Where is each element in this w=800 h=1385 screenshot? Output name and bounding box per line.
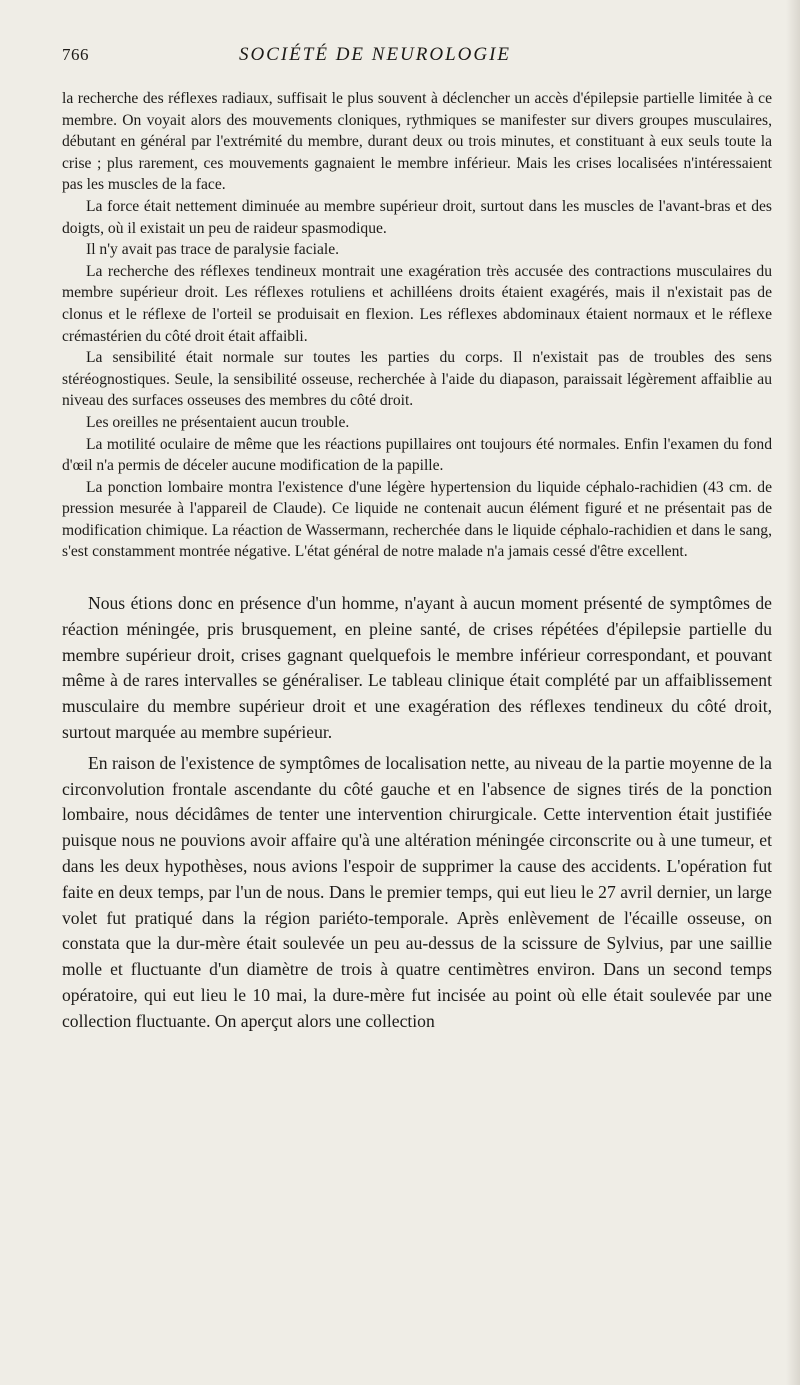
paragraph: La sensibilité était normale sur toutes les parties du corps. Il n'existait pas de troubles des sens stéréognostiques. Seule, la sensibilité osseuse, recherchée à l'aide du diapason, paraissait légèrement affaiblie au niveau des surfaces osseuses des membres du côté droit. — [62, 349, 772, 410]
discussion-text — [62, 591, 772, 1035]
page-number: 766 — [62, 45, 89, 64]
section-gap — [62, 563, 772, 591]
paragraph: Il n'y avait pas trace de paralysie faciale. — [86, 241, 340, 259]
paragraph: Les oreilles ne présentaient aucun trouble. — [86, 413, 350, 431]
paragraph: la recherche des réflexes radiaux, suffisait le plus souvent à déclencher un accès d'épilepsie partielle limitée à ce membre. On voyait alors des mouvements cloniques, rythmiques se manifester sur divers groupes musculaires, débutant en général par l'extrémité du membre, durant deux ou trois minutes, et constituant à eux seuls toute la crise ; plus rarement, ces mouvements gagnaient le membre inférieur. Mais les crises localisées n'intéressaient pas les muscles de la face. — [62, 90, 772, 194]
page-edge-shadow — [786, 0, 800, 1385]
paragraph: La motilité oculaire de même que les réactions pupillaires ont toujours été normales. Enfin l'examen du fond d'œil n'a permis de déceler aucune modification de la papille. — [62, 435, 772, 475]
paragraph: La recherche des réflexes tendineux montrait une exagération très accusée des contractions musculaires du membre supérieur droit. Les réflexes rotuliens et achilléens droits étaient exagérés, mais il n'existait pas de clonus et le réflexe de l'orteil se produisait en flexion. Les réflexes abdominaux étaient normaux et le réflexe crémastérien du côté droit était affaibli. — [62, 262, 772, 345]
case-observation-text — [62, 88, 772, 563]
running-head: SOCIÉTÉ DE NEUROLOGIE — [238, 44, 512, 65]
paragraph: En raison de l'existence de symptômes de localisation nette, au niveau de la partie moyenne de la circonvolution frontale ascendante du côté gauche et en l'absence de signes tirés de la ponction lombaire, nous décidâmes de tenter une intervention chirurgicale. Cette intervention était justifiée puisque nous ne pouvions avoir affaire qu'à une altération méningée circonscrite ou à une tumeur, et dans les deux hypothèses, nous avions l'espoir de supprimer la cause des accidents. L'opération fut faite en deux temps, par l'un de nous. Dans le premier temps, qui eut lieu le 27 avril dernier, un large volet fut pratiqué dans la région pariéto-temporale. Après enlèvement de l'écaille osseuse, on constata que la dur-mère était soulevée un peu au-dessus de la scissure de Sylvius, par une saillie molle et fluctuante d'un diamètre de trois à quatre centimètres environ. Dans un second temps opératoire, qui eut lieu le 10 mai, la dure-mère fut incisée au point où elle était soulevée par une collection fluctuante. On aperçut alors une collection — [62, 752, 772, 1031]
page-header — [62, 44, 772, 74]
paragraph: La force était nettement diminuée au membre supérieur droit, surtout dans les muscles de l'avant-bras et des doigts, où il existait un peu de raideur spasmodique. — [62, 197, 772, 237]
paragraph: La ponction lombaire montra l'existence d'une légère hypertension du liquide céphalo-rachidien (43 cm. de pression mesurée à l'appareil de Claude). Ce liquide ne contenait aucun élément figuré et ne présentait pas de modification chimique. La réaction de Wassermann, recherchée dans le liquide céphalo-rachidien et dans le sang, s'est constamment montrée négative. L'état général de notre malade n'a jamais cessé d'être excellent. — [62, 478, 772, 561]
paragraph: Nous étions donc en présence d'un homme, n'ayant à aucun moment présenté de symptômes de réaction méningée, pris brusquement, en pleine santé, de crises répétées d'épilepsie partielle du membre supérieur droit, crises gagnant quelquefois le membre inférieur correspondant, et pouvant même à de rares intervalles se généraliser. Le tableau clinique était complété par un affaiblissement musculaire du membre supérieur droit et une exagération des réflexes tendineux du côté droit, surtout marquée au membre supérieur. — [62, 593, 772, 743]
